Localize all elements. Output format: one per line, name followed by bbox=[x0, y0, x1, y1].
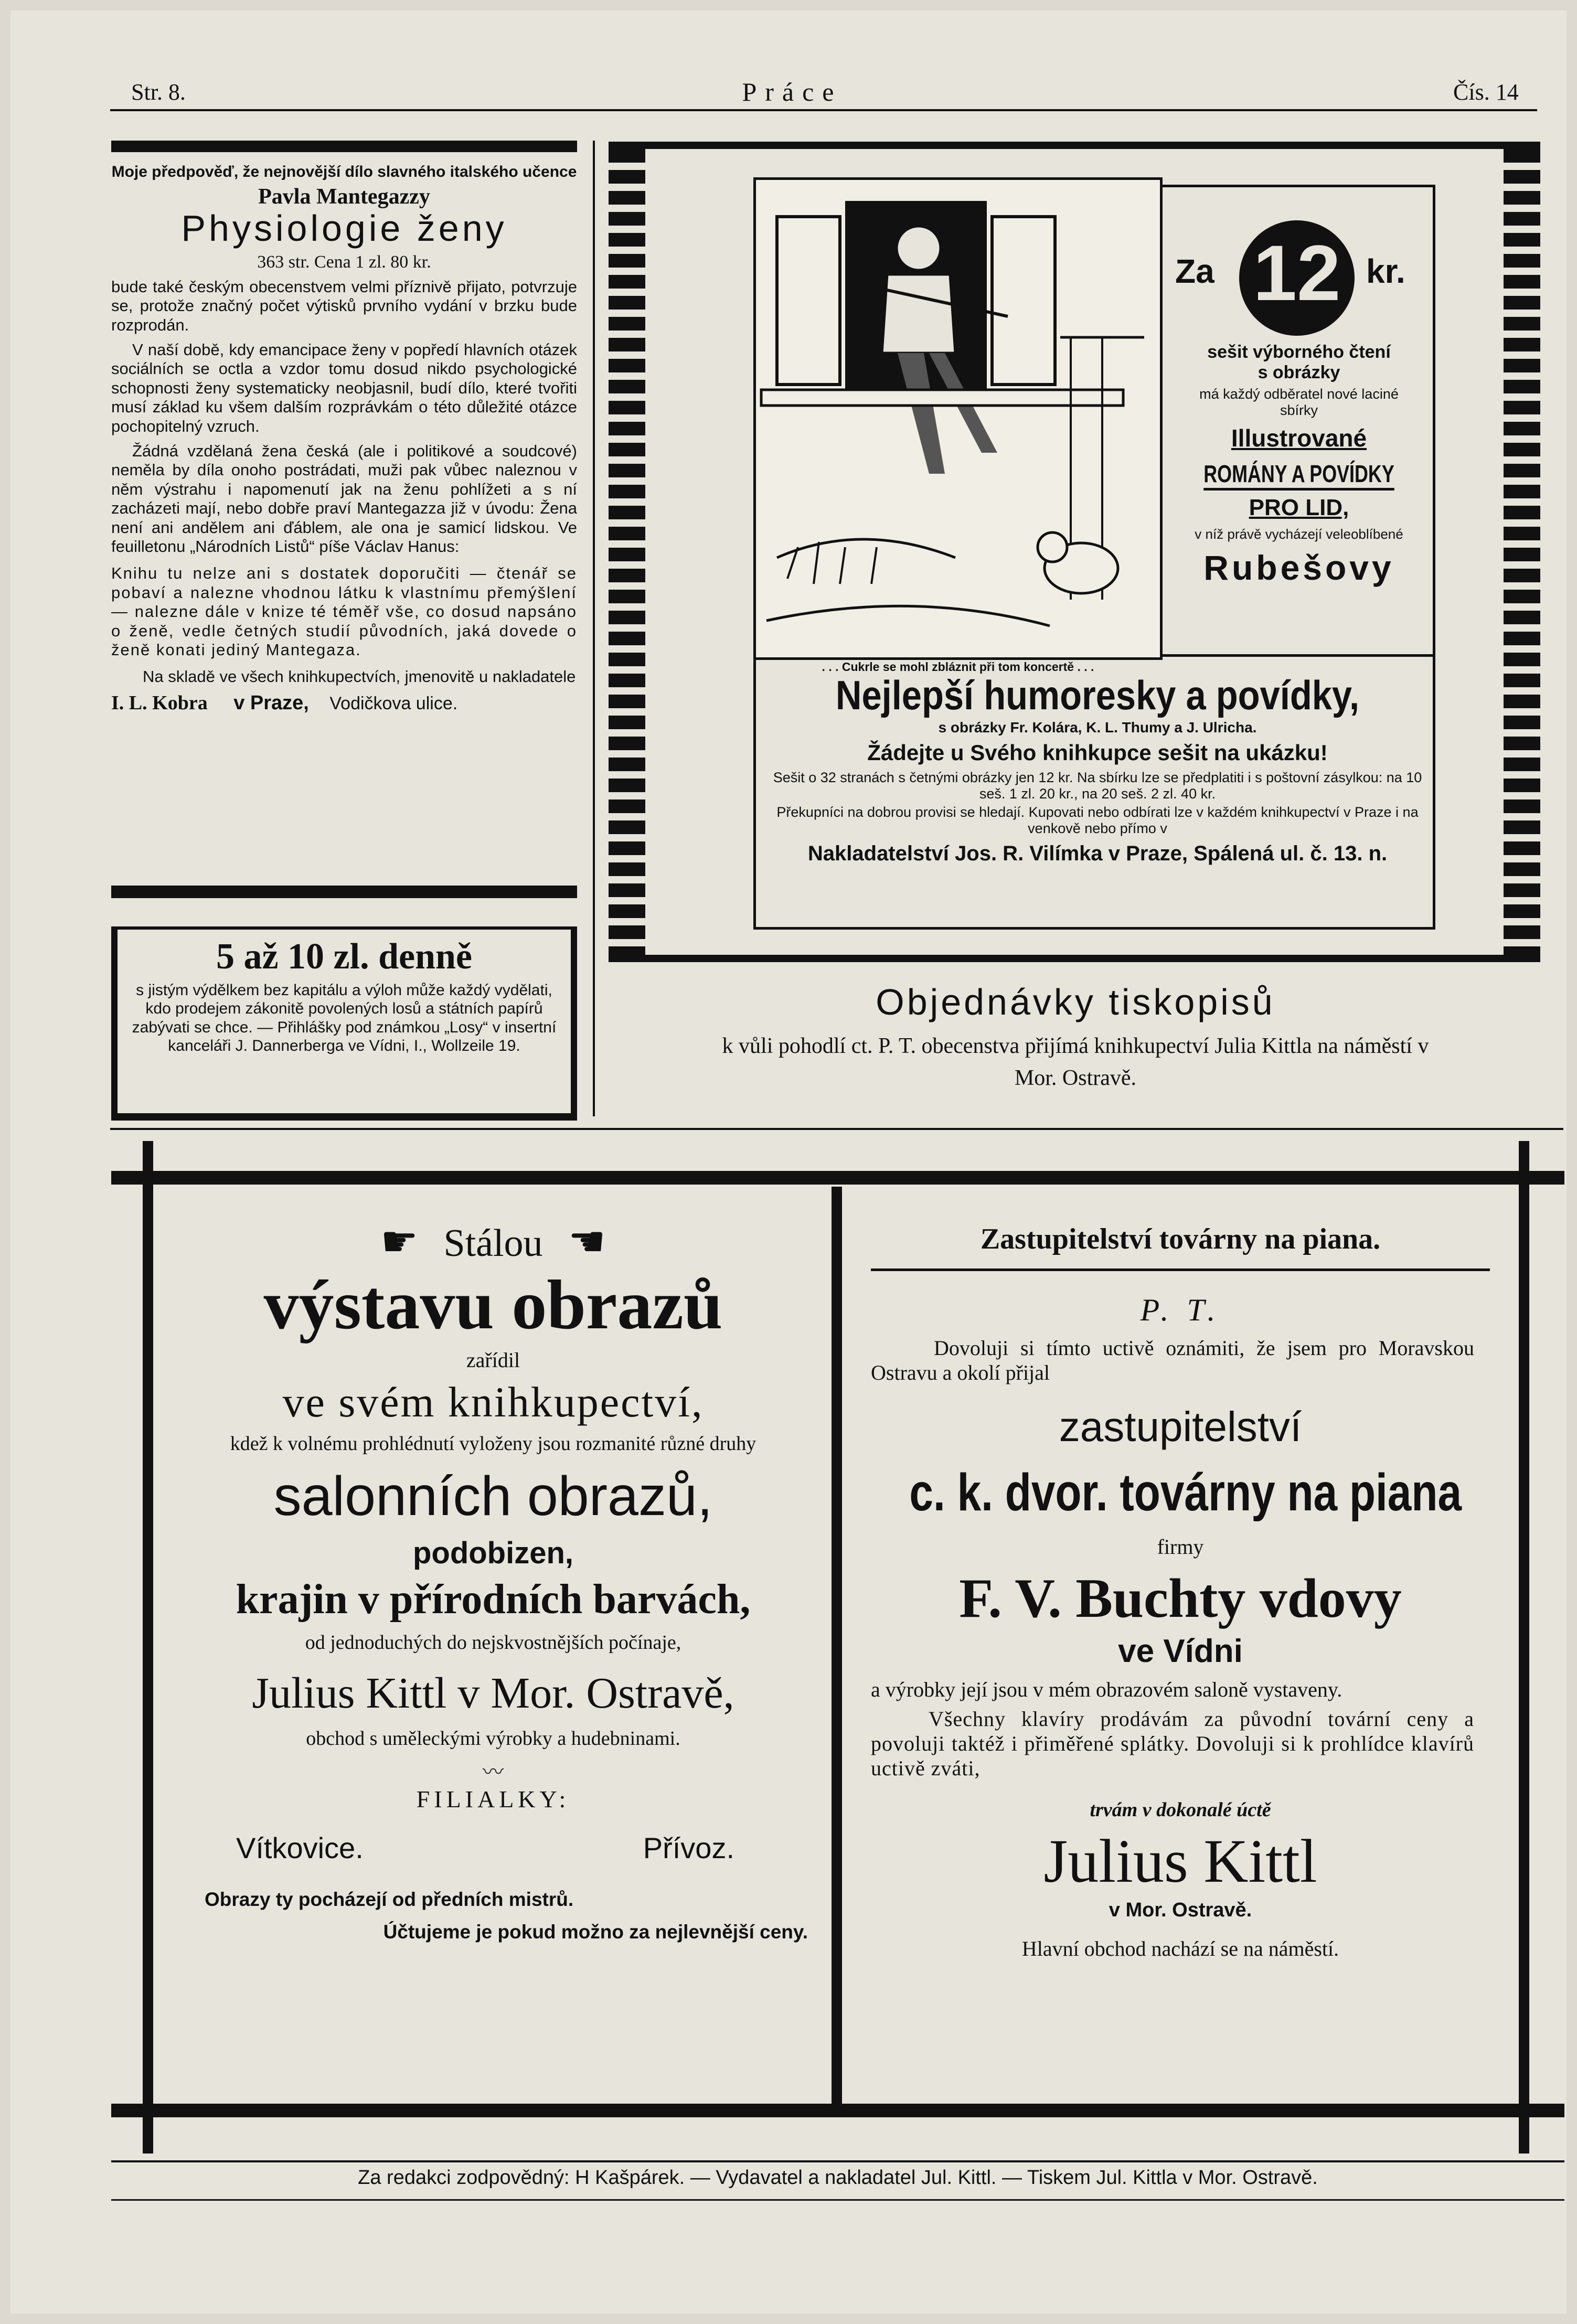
mantegazza-publisher: I. L. Kobra bbox=[111, 692, 208, 715]
promo-line-3: má každý odběratel nové laciné sbírky bbox=[1199, 386, 1399, 418]
exhibition-branch-1: Vítkovice. bbox=[236, 1831, 364, 1865]
mantegazza-p5: Na skladě ve všech knihkupectvích, jmenovitě u nakladatele bbox=[143, 667, 576, 686]
newspaper-title: Práce bbox=[742, 77, 843, 106]
mid-page-rule bbox=[110, 1128, 1563, 1130]
header-rule bbox=[110, 109, 1537, 111]
piano-l3: v Mor. Ostravě. bbox=[1109, 1899, 1252, 1922]
promo-line-14: Nakladatelství Jos. R. Vilímka v Praze, Spálená ul. č. 13. n. bbox=[807, 842, 1388, 865]
mantegazza-p4: Knihu tu nelze ani s dostatek doporučiti — čtenář se pobaví a nalezne vhodnou látku k vlastnímu přemýšlení — nalezne dále v knize té téměř vše, co dosud napsáno o ženě, vedle četných studií původních, jaká dovede o ženě konati jediný Mantegaza. bbox=[111, 563, 577, 659]
mantegazza-publisher-street: Vodičkova ulice. bbox=[329, 694, 458, 714]
mantegazza-ad bbox=[111, 163, 577, 715]
vilimek-right-border bbox=[1504, 142, 1540, 960]
exhibition-l3: kdež k volnému prohlédnutí vyloženy jsou rozmanité různé druhy bbox=[230, 1433, 756, 1455]
piano-title: Zastupitelství továrny na piana. bbox=[871, 1222, 1490, 1271]
exhibition-l10: FILIALKY: bbox=[416, 1786, 570, 1813]
mantegazza-p2: V naší době, kdy emancipace ženy v popředí hlavních otázek sociálních se octla a vzdor tomu dosud nikdo psychologické schopnosti ženy systematicky neobjasnil, budí dílo, které tvořiti musí základ ku všem dalším rozprávkám o této důležité otázce pochopitelný vzruch. bbox=[111, 340, 577, 435]
promo-line-12: Sešit o 32 stranách s četnými obrázky jen 12 kr. Na sbírku lze se předplatiti i s poštovní zásylkou: na 10 seš. 1 zl. 20 kr., na 20 seš. 2 zl. 40 kr. bbox=[773, 770, 1422, 802]
price-badge bbox=[1163, 215, 1435, 341]
mantegazza-title: Physiologie ženy bbox=[181, 208, 507, 249]
exhibition-heading-row bbox=[157, 1217, 829, 1266]
exhibition-branches bbox=[157, 1831, 829, 1868]
forms-body: k vůli pohodlí ct. P. T. obecenstva přijímá knihkupectví Julia Kittla na náměstí v Mor. Ostravě. bbox=[722, 1034, 1429, 1090]
piano-salutation: P. T. bbox=[1140, 1293, 1221, 1327]
earnings-body: s jistým výdělkem bez kapitálu a výloh může každý vydělati, kdo prodejem zákonitě povolených losů a státních papírů zabývati se chce. — Přihlášky pod známkou „Losy“ v insertní kanceláři J. Dannerberga ve Vídni, I., Wollzeile 19. bbox=[132, 982, 557, 1055]
footer-imprint: Za redakci zodpovědný: H Kašpárek. — Vydavatel a nakladatel Jul. Kittl. — Tiskem Jul. Kittla v Mor. Ostravě. bbox=[358, 2167, 1318, 2189]
bottom-frame-right bbox=[1519, 1141, 1529, 2154]
page-number: Str. 8. bbox=[131, 79, 186, 105]
exhibition-l8: Julius Kittl v Mor. Ostravě, bbox=[252, 1669, 734, 1718]
mantegazza-intro: Moje předpověď, že nejnovější dílo slavného italského učence bbox=[111, 163, 577, 180]
promo-line-7: v níž právě vycházejí veleoblíbené bbox=[1195, 526, 1403, 542]
exhibition-l6: krajin v přírodních barvách, bbox=[236, 1576, 751, 1623]
mantegazza-top-rule bbox=[111, 141, 577, 152]
promo-line-13: Překupníci na dobrou provisi se hledají. Kupovati nebo odbírati lze v každém knihkupectví v Praze i na venkově nebo přímo v bbox=[776, 804, 1419, 836]
exhibition-l2: ve svém knihkupectví, bbox=[282, 1378, 704, 1426]
exhibition-branch-2: Přívoz. bbox=[643, 1831, 734, 1865]
vilimek-bottom-border bbox=[609, 955, 1540, 962]
piano-h1: zastupitelství bbox=[1059, 1403, 1302, 1451]
promo-line-6: PRO LID, bbox=[1249, 495, 1349, 520]
exhibition-l12: Účtujeme je pokud možno za nejlevnější ceny. bbox=[383, 1921, 808, 1943]
pointing-hand-left-icon: ☛ bbox=[380, 1219, 418, 1265]
mantegazza-publisher-line bbox=[111, 691, 577, 715]
exhibition-l1: zařídil bbox=[466, 1348, 520, 1372]
promo-line-5: ROMÁNY A POVÍDKY bbox=[1203, 460, 1394, 491]
piano-h4: ve Vídni bbox=[1118, 1633, 1243, 1670]
exhibition-ad bbox=[157, 1217, 829, 1943]
piano-sign: Julius Kittl bbox=[1043, 1827, 1317, 1896]
exhibition-l5: podobizen, bbox=[412, 1536, 574, 1571]
bottom-frame-bottom bbox=[111, 2104, 1564, 2117]
bottom-frame-middle bbox=[832, 1187, 842, 2104]
mantegazza-publisher-city: v Praze, bbox=[233, 692, 309, 715]
mantegazza-price: 363 str. Cena 1 zl. 80 kr. bbox=[257, 252, 431, 272]
forms-headline: Objednávky tiskopisů bbox=[876, 982, 1275, 1022]
vilimek-top-border bbox=[609, 142, 1540, 149]
promo-line-8: Rubešovy bbox=[1203, 548, 1394, 587]
mantegazza-bottom-rule bbox=[111, 886, 577, 898]
piano-l4: Hlavní obchod nachází se na náměstí. bbox=[1021, 1937, 1339, 1961]
piano-p1: Dovoluji si tímto uctivě oznámiti, že jsem pro Moravskou Ostravu a okolí přijal bbox=[871, 1336, 1474, 1385]
illustration-caption: . . . Cukrle se mohl zbláznit při tom koncertě . . . bbox=[822, 660, 1094, 674]
piano-l1: firmy bbox=[1157, 1535, 1204, 1559]
promo-line-11: Žádejte u Svého knihkupce sešit na ukázku! bbox=[867, 740, 1328, 765]
exhibition-h1: Stálou bbox=[443, 1222, 543, 1265]
piano-h3: F. V. Buchty vdovy bbox=[959, 1568, 1402, 1629]
price-suffix: kr. bbox=[1366, 252, 1405, 290]
vilimek-left-border bbox=[609, 142, 645, 960]
earnings-ad bbox=[126, 936, 562, 1056]
exhibition-h2: výstavu obrazů bbox=[263, 1266, 723, 1344]
mantegazza-p1: bude také českým obecenstvem velmi příznivě přijato, potvrzuje se, protože značný počet výtisků prvního vydání v brzku bude rozprodán. bbox=[111, 277, 577, 335]
exhibition-l7: od jednoduchých do nejskvostnějších počínaje, bbox=[305, 1632, 681, 1654]
forms-ad bbox=[603, 981, 1548, 1094]
vilimek-illustration bbox=[753, 177, 1163, 660]
bottom-frame-left bbox=[143, 1141, 153, 2154]
promo-line-1: sešit výborného čtení bbox=[1207, 342, 1391, 362]
vilimek-promo-text bbox=[1168, 342, 1430, 588]
promo-line-2: s obrázky bbox=[1258, 363, 1340, 382]
column-divider bbox=[593, 141, 595, 1116]
piano-p2: a výrobky její jsou v mém obrazovém saloně vystaveny. bbox=[871, 1678, 1342, 1702]
earnings-headline: 5 až 10 zl. denně bbox=[216, 936, 473, 977]
promo-line-9: Nejlepší humoresky a povídky, bbox=[835, 672, 1360, 718]
exhibition-l4: salonních obrazů, bbox=[273, 1465, 713, 1528]
piano-h2: c. k. dvor. továrny na piana bbox=[909, 1463, 1462, 1522]
promo-line-10: s obrázky Fr. Kolára, K. L. Thumy a J. Ulricha. bbox=[938, 719, 1257, 735]
exhibition-l11: Obrazy ty pocházejí od předních mistrů. bbox=[205, 1889, 574, 1911]
price-number: 12 bbox=[1253, 229, 1341, 317]
mantegazza-p3: Žádná vzdělaná žena česká (ale i politikové a soudcové) neměla by díla onoho postrádati, muži pak vůbec naleznou v něm výstrahu i napomenutí jak na ženu pohlížeti a s ní zacházeti mají, nebo dobře praví Mantegazza již v úvodu: Žena není ani andělem ani ďáblem, ale ona je samicí lidskou. Ve feuilletonu „Národních Listů“ píše Václav Hanus: bbox=[111, 441, 577, 556]
footer-top-rule bbox=[111, 2160, 1564, 2162]
ornament-tilde: 〰 bbox=[483, 1760, 504, 1784]
violinist-illustration bbox=[756, 180, 1160, 657]
piano-p3: Všechny klavíry prodávám za původní tovární ceny a povoluji taktéž i přiměřené splátky. Dovoluji si k prohlídce klavírů uctivě zváti, bbox=[871, 1707, 1474, 1780]
mantegazza-author: Pavla Mantegazzy bbox=[258, 185, 430, 209]
price-prefix: Za bbox=[1175, 252, 1214, 290]
piano-ad bbox=[850, 1222, 1511, 1961]
promo-line-4: Illustrované bbox=[1231, 424, 1367, 452]
issue-number: Čís. 14 bbox=[1453, 79, 1519, 105]
footer-bottom-rule bbox=[111, 2199, 1564, 2201]
piano-l2: trvám v dokonalé úctě bbox=[1090, 1799, 1271, 1821]
pointing-hand-right-icon: ☛ bbox=[568, 1219, 606, 1265]
vilimek-text-frame bbox=[753, 657, 1435, 930]
exhibition-l9: obchod s uměleckými výrobky a hudebninami. bbox=[306, 1728, 680, 1750]
bottom-frame-top bbox=[111, 1171, 1564, 1185]
